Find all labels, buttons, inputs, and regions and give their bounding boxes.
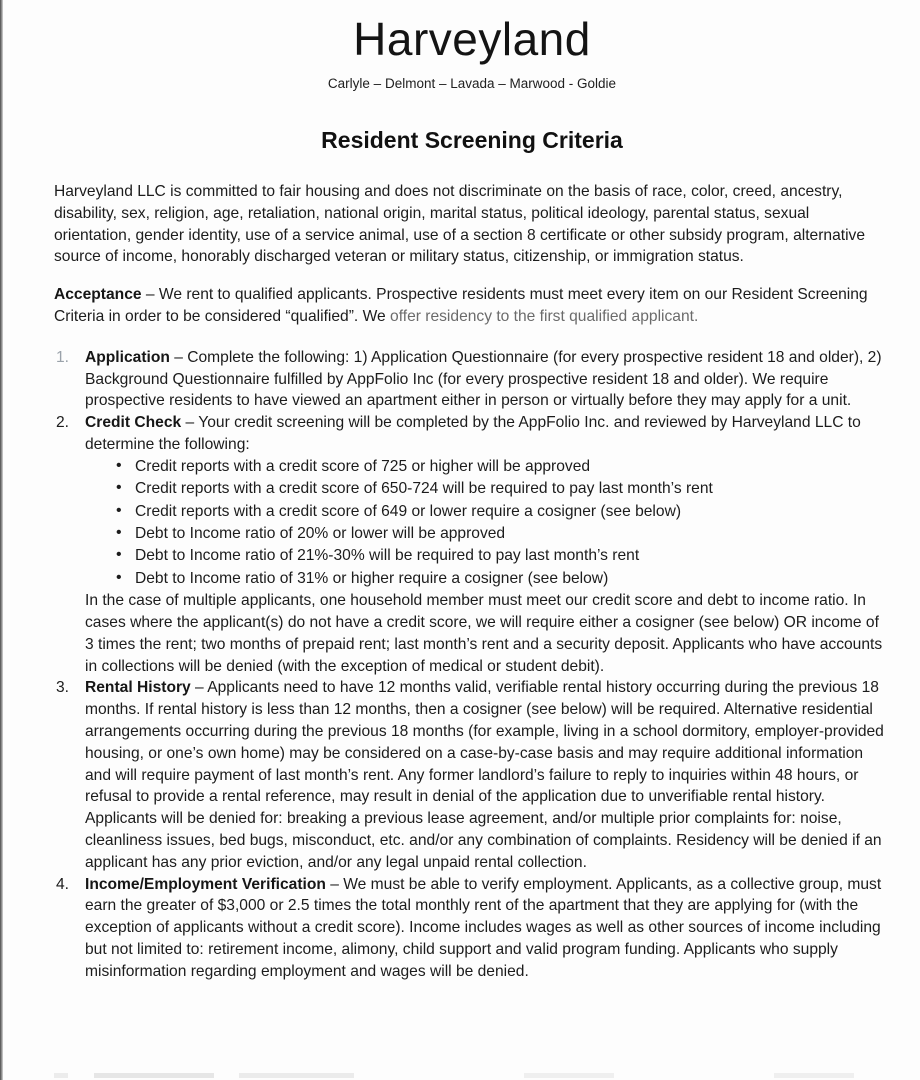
list-item-income-employment <box>54 874 890 983</box>
bullet-item <box>108 478 890 500</box>
bullet-item <box>108 523 890 545</box>
bullet-text: Debt to Income ratio of 31% or higher require a cosigner (see below) <box>135 569 609 587</box>
bullet-icon: • <box>116 456 122 474</box>
bullet-item <box>108 568 890 590</box>
bullet-text: Credit reports with a credit score of 725 or higher will be approved <box>135 457 591 475</box>
document-heading: Resident Screening Criteria <box>321 127 623 153</box>
item-number: 4. <box>56 875 70 893</box>
item-label: Income/Employment Verification <box>85 875 326 893</box>
bullet-text: Credit reports with a credit score of 649 or lower require a cosigner (see below) <box>135 502 682 520</box>
bullet-item <box>108 501 890 523</box>
item-text: – Your credit screening will be completed by the AppFolio Inc. and reviewed by Harveyland LLC to determine the following: <box>85 414 861 453</box>
bullet-text: Debt to Income ratio of 21%-30% will be required to pay last month’s rent <box>135 547 640 565</box>
cut-off-next-line <box>54 1073 890 1078</box>
acceptance-label: Acceptance <box>54 286 142 304</box>
list-item-rental-history <box>54 677 890 873</box>
properties-subtitle: Carlyle – Delmont – Lavada – Marwood - Goldie <box>327 76 617 91</box>
bullet-item <box>108 545 890 567</box>
criteria-list <box>54 347 890 983</box>
acceptance-gray-text: offer residency to the first qualified applicant. <box>390 307 699 325</box>
item-continuation: Applicants will be denied for: breaking a previous lease agreement, and/or multiple prior complaints for: noise, cleanliness issues, bed bugs, misconduct, etc. and/or any combination of complaints. Residency will be denied if an applicant has any prior eviction, and/or any legal unpaid rental collection. <box>85 810 882 871</box>
item-number: 3. <box>56 679 70 697</box>
item-number: 1. <box>56 348 70 366</box>
scan-edge-artifact <box>0 0 3 1080</box>
bullet-text: Debt to Income ratio of 20% or lower will be approved <box>135 524 506 542</box>
page-title: Harveyland <box>353 13 591 65</box>
item-label: Credit Check <box>85 414 182 432</box>
item-number: 2. <box>56 414 70 432</box>
bullet-icon: • <box>116 568 122 586</box>
acceptance-paragraph <box>54 284 890 328</box>
bullet-icon: • <box>116 479 122 497</box>
item-continuation: In the case of multiple applicants, one household member must meet our credit score and debt to income ratio. In cases where the applicant(s) do not have a credit score, we will require either a cosigner (see below) OR income of 3 times the rent; two months of prepaid rent; last month’s rent and a security deposit. Applicants who have accounts in collections will be denied (with the exception of medical or student debit). <box>85 592 883 675</box>
acceptance-text: – We rent to qualified applicants. Prospective residents must meet every item on our Resident Screening Criteria in order to be considered “qualified”. We <box>54 286 868 325</box>
bullet-text: Credit reports with a credit score of 650-724 will be required to pay last month’s rent <box>135 480 713 498</box>
list-item-application <box>54 347 890 412</box>
credit-check-bullet-list <box>85 456 890 590</box>
fair-housing-paragraph: Harveyland LLC is committed to fair housing and does not discriminate on the basis of race, color, creed, ancestry, disability, sex, religion, age, retaliation, national origin, marital status, political ideology, parental status, sexual orientation, gender identity, use of a service animal, use of a section 8 certificate or other subsidy program, alternative source of income, honorably discharged veteran or military status, citizenship, or immigration status. <box>54 183 866 266</box>
item-label: Rental History <box>85 679 191 697</box>
item-text: – Applicants need to have 12 months valid, verifiable rental history occurring during the previous 18 months. If rental history is less than 12 months, then a cosigner (see below) will be required. Alternative residential arrangements occurring during the previous 18 months (for example, living in a school dormitory, employer-provided housing, or one’s own home) may be considered on a case-by-case basis and may require additional information and will require payment of last month’s rent. Any former landlord’s failure to reply to inquiries within 48 hours, or refusal to provide a rental reference, may result in denial of the application due to unverifiable rental history. <box>85 679 884 806</box>
item-label: Application <box>85 348 170 366</box>
bullet-icon: • <box>116 501 122 519</box>
bullet-icon: • <box>116 546 122 564</box>
bullet-item <box>108 456 890 478</box>
item-text: – We must be able to verify employment. Applicants, as a collective group, must earn the greater of $3,000 or 2.5 times the total monthly rent of the apartment that they are applying for (with the exception of applicants without a credit score). Income includes wages as well as other sources of income including but not limited to: retirement income, alimony, child support and valid program funding. Applicants who supply misinformation regarding employment and wages will be denied. <box>85 875 882 980</box>
bullet-icon: • <box>116 523 122 541</box>
item-text: – Complete the following: 1) Application Questionnaire (for every prospective resident 18 and older), 2) Background Questionnaire fulfilled by AppFolio Inc (for every prospective resident 18 and older). We require prospective residents to have viewed an apartment either in person or virtually before they may apply for a unit. <box>85 348 882 410</box>
list-item-credit-check <box>54 412 890 677</box>
